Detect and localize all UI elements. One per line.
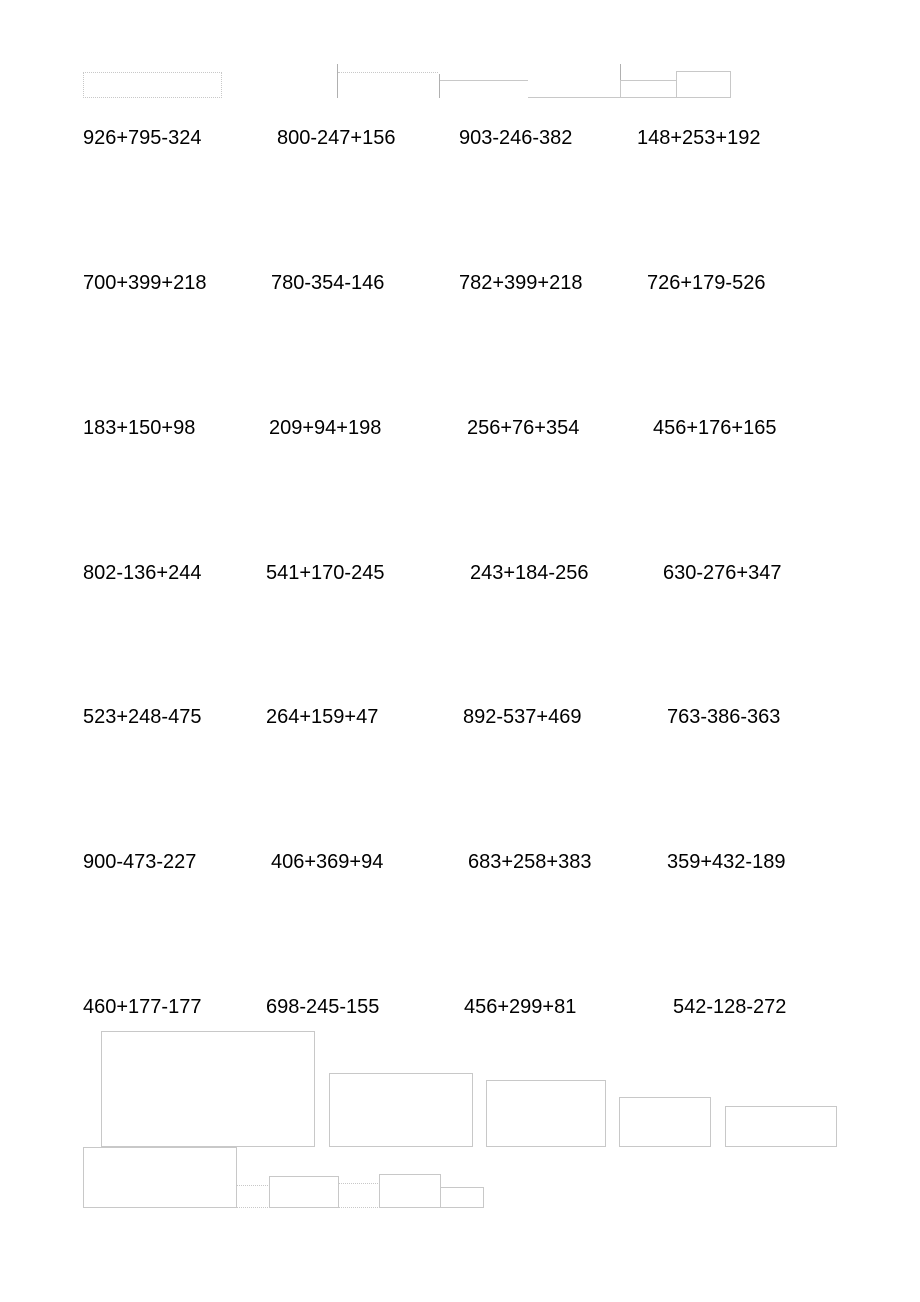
answer-box bbox=[440, 1187, 484, 1208]
divider-line bbox=[528, 97, 620, 98]
answer-box bbox=[269, 1176, 339, 1208]
arithmetic-problem: 183+150+98 bbox=[83, 417, 196, 439]
answer-box bbox=[236, 1185, 270, 1208]
arithmetic-problem: 148+253+192 bbox=[637, 127, 761, 149]
arithmetic-problem: 683+258+383 bbox=[468, 851, 592, 873]
arithmetic-problem: 359+432-189 bbox=[667, 851, 786, 873]
arithmetic-problem: 800-247+156 bbox=[277, 127, 396, 149]
arithmetic-problem: 460+177-177 bbox=[83, 996, 202, 1018]
arithmetic-problem: 541+170-245 bbox=[266, 562, 385, 584]
answer-box bbox=[101, 1031, 315, 1147]
answer-box bbox=[620, 80, 677, 98]
arithmetic-problem: 456+299+81 bbox=[464, 996, 577, 1018]
arithmetic-problem: 802-136+244 bbox=[83, 562, 202, 584]
arithmetic-problem: 406+369+94 bbox=[271, 851, 384, 873]
arithmetic-problem: 542-128-272 bbox=[673, 996, 787, 1018]
arithmetic-problem: 209+94+198 bbox=[269, 417, 382, 439]
answer-box bbox=[676, 71, 731, 98]
arithmetic-problem: 892-537+469 bbox=[463, 706, 582, 728]
arithmetic-problem: 700+399+218 bbox=[83, 272, 207, 294]
arithmetic-problem: 264+159+47 bbox=[266, 706, 379, 728]
arithmetic-problem: 926+795-324 bbox=[83, 127, 202, 149]
arithmetic-problem: 782+399+218 bbox=[459, 272, 583, 294]
arithmetic-problem: 900-473-227 bbox=[83, 851, 197, 873]
answer-box bbox=[329, 1073, 473, 1147]
arithmetic-problem: 726+179-526 bbox=[647, 272, 766, 294]
arithmetic-problem: 523+248-475 bbox=[83, 706, 202, 728]
divider-line bbox=[337, 64, 338, 98]
arithmetic-problem: 903-246-382 bbox=[459, 127, 573, 149]
answer-box bbox=[619, 1097, 711, 1147]
arithmetic-problem: 763-386-363 bbox=[667, 706, 781, 728]
answer-box bbox=[83, 1147, 237, 1208]
arithmetic-problem: 630-276+347 bbox=[663, 562, 782, 584]
arithmetic-problem: 243+184-256 bbox=[470, 562, 589, 584]
answer-box bbox=[725, 1106, 837, 1147]
divider-line bbox=[439, 74, 440, 98]
arithmetic-problem: 698-245-155 bbox=[266, 996, 380, 1018]
arithmetic-problem: 256+76+354 bbox=[467, 417, 580, 439]
answer-box bbox=[338, 1183, 380, 1208]
answer-box bbox=[486, 1080, 606, 1147]
arithmetic-problem: 780-354-146 bbox=[271, 272, 385, 294]
answer-box bbox=[379, 1174, 441, 1208]
divider-line bbox=[338, 72, 438, 73]
arithmetic-problem: 456+176+165 bbox=[653, 417, 777, 439]
divider-line bbox=[440, 80, 528, 81]
answer-box bbox=[83, 72, 222, 98]
